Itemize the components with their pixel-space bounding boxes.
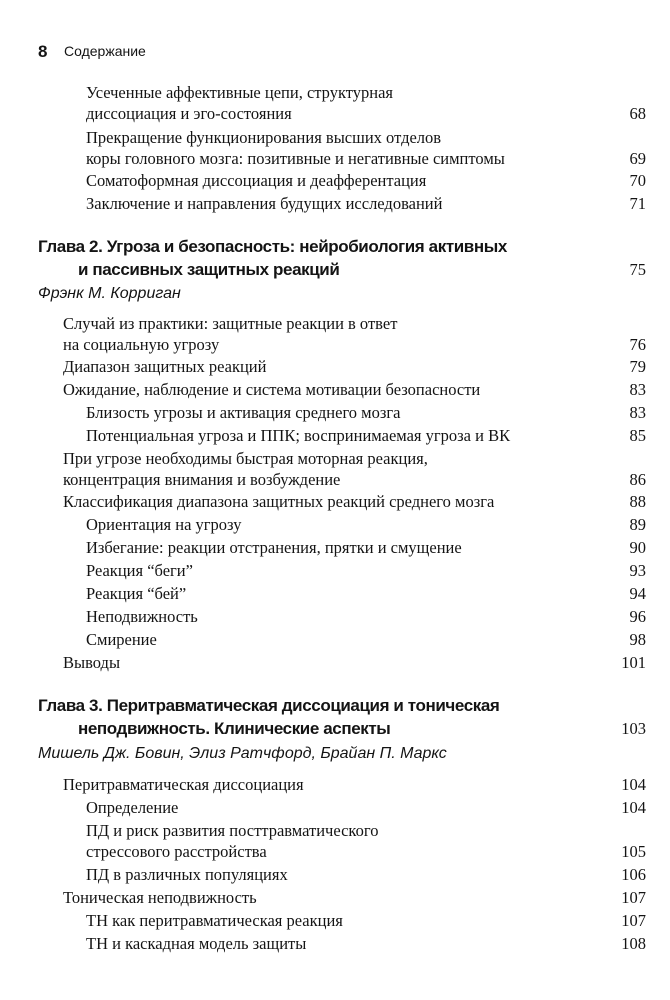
toc-entry-page: 79 — [629, 357, 646, 376]
toc-entry-title-line: Выводы — [63, 653, 121, 672]
toc-entry-title-line: Диапазон защитных реакций — [63, 357, 267, 376]
toc-entry — [63, 491, 646, 512]
chapter-title-line: неподвижность. Клинические аспекты — [78, 719, 391, 738]
toc-entry — [63, 448, 646, 490]
toc-entry-title-line: Ориентация на угрозу — [86, 515, 242, 534]
toc-entry-page: 90 — [629, 538, 646, 557]
toc-entry-title-line: на социальную угрозу — [63, 335, 220, 354]
toc-entry — [63, 774, 646, 795]
toc-entry-title-line: ТН и каскадная модель защиты — [86, 934, 307, 953]
toc-entry-title-line: При угрозе необходимы быстрая моторная реакция, — [63, 449, 428, 468]
toc-entry-title-line: Случай из практики: защитные реакции в ответ — [63, 314, 398, 333]
toc-entry — [86, 514, 646, 535]
toc-entry — [86, 127, 646, 169]
chapter-page: 75 — [629, 260, 646, 279]
toc-entry-title-line: Смирение — [86, 630, 157, 649]
toc-entry-title-line: Соматоформная диссоциация и деафферентация — [86, 171, 427, 190]
toc-entry-title-line: Усеченные аффективные цепи, структурная — [86, 83, 393, 102]
toc-entry — [86, 170, 646, 191]
chapter-authors: Мишель Дж. Бовин, Элиз Ратчфорд, Брайан П. Маркс — [38, 745, 447, 762]
toc-entry-title-line: Избегание: реакции отстранения, прятки и смущение — [86, 538, 462, 557]
toc-entry-title-line: Неподвижность — [86, 607, 198, 626]
toc-entry-page: 70 — [629, 171, 646, 190]
toc-entry-title-line: ПД в различных популяциях — [86, 865, 288, 884]
chapter-heading — [38, 235, 646, 281]
toc-entry-page: 108 — [621, 934, 646, 953]
toc-entry-title-line: Реакция “беги” — [86, 561, 193, 580]
chapter-page: 103 — [621, 719, 646, 738]
toc-entry — [86, 820, 646, 862]
toc-entry-title-line: Перитравматическая диссоциация — [63, 775, 304, 794]
toc-entry-page: 85 — [629, 426, 646, 445]
toc-entry-page: 69 — [629, 149, 646, 168]
chapter-title-line: Глава 2. Угроза и безопасность: нейробиология активных — [38, 237, 507, 256]
toc-entry-page: 93 — [629, 561, 646, 580]
toc-entry — [86, 402, 646, 423]
toc-entry — [86, 193, 646, 214]
toc-entry — [86, 583, 646, 604]
toc-entry — [63, 356, 646, 377]
toc-entry-page: 76 — [629, 335, 646, 354]
toc-entry-page: 104 — [621, 798, 646, 817]
toc-entry-page: 86 — [629, 470, 646, 489]
toc-entry-page: 101 — [621, 653, 646, 672]
toc-entry — [86, 797, 646, 818]
toc-entry-title-line: Ожидание, наблюдение и система мотивации безопасности — [63, 380, 481, 399]
toc-entry-page: 89 — [629, 515, 646, 534]
toc-entry-page: 83 — [629, 403, 646, 422]
toc-entry-title-line: ТН как перитравматическая реакция — [86, 911, 343, 930]
toc-entry-title-line: Заключение и направления будущих исследований — [86, 194, 443, 213]
page-number: 8 — [38, 42, 48, 61]
toc-entry — [63, 313, 646, 355]
toc-entry — [86, 864, 646, 885]
toc-entry — [86, 910, 646, 931]
chapter-title-line: и пассивных защитных реакций — [78, 260, 340, 279]
toc-entry-page: 106 — [621, 865, 646, 884]
toc-entry — [63, 652, 646, 673]
toc-entry-title-line: Реакция “бей” — [86, 584, 187, 603]
toc-entry-title-line: диссоциация и эго-состояния — [86, 104, 292, 123]
toc-entry — [86, 560, 646, 581]
toc-entry — [86, 606, 646, 627]
toc-entry-page: 68 — [629, 104, 646, 123]
toc-entry — [86, 82, 646, 124]
toc-entry-title-line: Близость угрозы и активация среднего мозга — [86, 403, 401, 422]
toc-entry-page: 107 — [621, 888, 646, 907]
toc-entry — [63, 887, 646, 908]
toc-entry — [86, 629, 646, 650]
toc-entry-title-line: Классификация диапазона защитных реакций среднего мозга — [63, 492, 495, 511]
toc-entry-title-line: ПД и риск развития посттравматического — [86, 821, 379, 840]
toc-entry-page: 105 — [621, 842, 646, 861]
chapter-heading — [38, 694, 646, 740]
toc-entry-page: 96 — [629, 607, 646, 626]
toc-entry-page: 104 — [621, 775, 646, 794]
running-head: Содержание — [64, 43, 146, 59]
toc-entry-page: 83 — [629, 380, 646, 399]
toc-entry-title-line: Определение — [86, 798, 179, 817]
toc-entry-title-line: Тоническая неподвижность — [63, 888, 257, 907]
toc-entry-title-line: концентрация внимания и возбуждение — [63, 470, 341, 489]
toc-entry-page: 71 — [629, 194, 646, 213]
toc-entry-title-line: Прекращение функционирования высших отделов — [86, 128, 442, 147]
chapter-title-line: Глава 3. Перитравматическая диссоциация и тоническая — [38, 696, 500, 715]
toc-entry-title-line: коры головного мозга: позитивные и негативные симптомы — [86, 149, 505, 168]
toc-entry-page: 107 — [621, 911, 646, 930]
toc-entry-title-line: стрессового расстройства — [86, 842, 267, 861]
chapter-authors: Фрэнк М. Корриган — [38, 285, 181, 302]
toc-entry-page: 94 — [629, 584, 646, 603]
toc-entry — [63, 379, 646, 400]
toc-entry-page: 98 — [629, 630, 646, 649]
toc-entry — [86, 537, 646, 558]
toc-entry — [86, 425, 646, 446]
toc-entry — [86, 933, 646, 954]
toc-entry-page: 88 — [629, 492, 646, 511]
toc-entry-title-line: Потенциальная угроза и ППК; воспринимаемая угроза и ВК — [86, 426, 511, 445]
